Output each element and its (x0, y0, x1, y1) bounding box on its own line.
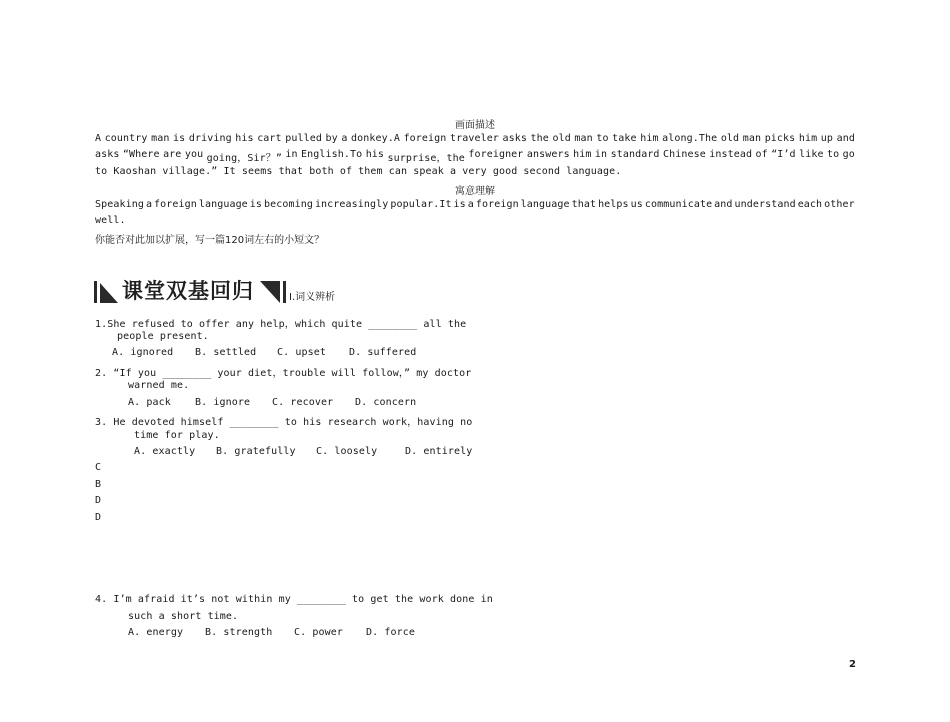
moral-word: foreign (475, 199, 519, 210)
moral-word: Speaking (95, 199, 144, 210)
banner-title: 课堂双基回归 (122, 279, 254, 303)
scene-word: take (612, 133, 637, 144)
question-2-option-b: B. ignore (195, 397, 251, 408)
scene-word: cart (257, 133, 282, 144)
answer-3: D (95, 495, 102, 506)
banner-right-bar (283, 281, 286, 303)
section-banner (94, 277, 335, 303)
scene-word: asks (502, 133, 527, 144)
question-2-stem: 2. “If you ________ your diet，trouble will follow，” my doctor (95, 368, 472, 379)
scene-word: to (596, 133, 609, 144)
scene-word: old (552, 133, 571, 144)
question-3-option-c: C. loosely (316, 446, 378, 457)
question-1-option-c: C. upset (277, 347, 326, 358)
moral-paragraph-line-1 (95, 199, 855, 210)
moral-word: foreign (154, 199, 197, 210)
moral-word: communicate (644, 199, 713, 210)
scene-word: his (365, 149, 385, 160)
moral-word: us (630, 199, 643, 210)
banner-right-triangle (260, 281, 280, 303)
question-1-option-d: D. suffered (349, 347, 417, 358)
scene-word: a (341, 133, 348, 144)
scene-word: like (799, 149, 824, 160)
question-1-stem-cont: people present. (117, 331, 209, 342)
scene-paragraph-line-3: to Kaoshan village.” It seems that both of them can speak a very good second language. (95, 166, 622, 177)
scene-word: you (184, 149, 204, 160)
banner-left-triangle (100, 283, 118, 303)
scene-word: and (836, 133, 855, 144)
scene-paragraph-line-1 (95, 133, 855, 144)
scene-word: by (325, 133, 338, 144)
question-4-stem: 4. I’m afraid it’s not within my ________ to get the work done in (95, 594, 493, 605)
question-3-option-b: B. gratefully (216, 446, 296, 457)
scene-word: traveler (449, 133, 499, 144)
section-heading-moral-understanding: 寓意理解 (455, 186, 495, 197)
scene-word: of (755, 149, 768, 160)
section-heading-scene-description: 画面描述 (455, 120, 495, 131)
scene-word: foreigner (468, 149, 524, 160)
banner-subtitle: Ⅰ.词义辨析 (289, 292, 336, 303)
scene-word: his (235, 133, 254, 144)
scene-word: to (827, 149, 840, 160)
moral-word: other (824, 199, 855, 210)
question-3-option-d: D. entirely (405, 446, 473, 457)
moral-word: is (249, 199, 263, 210)
scene-word: pulled (285, 133, 322, 144)
question-2-option-c: C. recover (272, 397, 334, 408)
scene-word: man (574, 133, 593, 144)
scene-word: donkey.A (351, 133, 400, 144)
scene-word: man (151, 133, 170, 144)
moral-paragraph-line-2: well. (95, 215, 126, 226)
moral-word: and (714, 199, 733, 210)
question-2-option-a: A. pack (128, 397, 171, 408)
scene-word: up (820, 133, 834, 144)
scene-word: going，Sir？” (206, 153, 282, 164)
scene-word: along.The (662, 133, 718, 144)
question-4-option-a: A. energy (128, 627, 184, 638)
moral-word: increasingly (314, 199, 389, 210)
writing-prompt: 你能否对此加以扩展，写一篇120词左右的小短文？ (95, 235, 325, 246)
answer-1: C (95, 462, 102, 473)
moral-word: a (145, 199, 153, 210)
scene-word: surprise，the (387, 153, 465, 164)
scene-word: asks (95, 149, 120, 160)
scene-word: answers (526, 149, 570, 160)
scene-word: A (95, 133, 102, 144)
moral-word: each (797, 199, 823, 210)
scene-word: the (530, 133, 549, 144)
moral-word: that (571, 199, 597, 210)
scene-word: “Where (122, 149, 160, 160)
moral-word: popular.It (390, 199, 452, 210)
question-4-option-c: C. power (294, 627, 343, 638)
moral-word: language (198, 199, 248, 210)
scene-word: him (573, 149, 592, 160)
moral-word: a (467, 199, 474, 210)
scene-word: instead (709, 149, 753, 160)
question-4-option-b: B. strength (205, 627, 273, 638)
question-3-stem: 3. He devoted himself ________ to his research work，having no (95, 417, 473, 428)
scene-word: Chinese (662, 149, 706, 160)
scene-word: foreign (403, 133, 447, 144)
scene-word: is (173, 133, 186, 144)
moral-word: understand (734, 199, 796, 210)
answer-4: D (95, 512, 102, 523)
scene-word: old (720, 133, 740, 144)
scene-word: driving (188, 133, 232, 144)
scene-word: English.To (301, 149, 363, 160)
question-4-option-d: D. force (366, 627, 415, 638)
scene-word: in (594, 149, 608, 160)
scene-word: picks (764, 133, 796, 144)
scene-paragraph-line-2 (95, 149, 855, 164)
question-4-stem-cont: such a short time. (128, 611, 239, 622)
question-1-stem: 1.She refused to offer any help，which quite ________ all the (95, 319, 467, 330)
moral-word: language (520, 199, 570, 210)
question-2-option-d: D. concern (355, 397, 417, 408)
scene-word: country (104, 133, 148, 144)
question-3-option-a: A. exactly (134, 446, 196, 457)
scene-word: him (798, 133, 818, 144)
moral-word: helps (598, 199, 629, 210)
moral-word: becoming (264, 199, 313, 210)
scene-word: go (842, 149, 855, 160)
scene-word: standard (610, 149, 660, 160)
scene-word: in (285, 149, 298, 160)
answer-2: B (95, 479, 102, 490)
page-number: 2 (849, 659, 856, 670)
moral-word: is (453, 199, 466, 210)
question-2-stem-cont: warned me. (128, 380, 190, 391)
scene-word: are (163, 149, 182, 160)
scene-word: man (742, 133, 762, 144)
scene-word: him (640, 133, 659, 144)
question-1-option-a: A. ignored (112, 347, 174, 358)
question-1-option-b: B. settled (195, 347, 257, 358)
scene-word: “I’d (771, 149, 796, 160)
question-3-stem-cont: time for play. (134, 430, 220, 441)
banner-left-bar (94, 281, 97, 303)
